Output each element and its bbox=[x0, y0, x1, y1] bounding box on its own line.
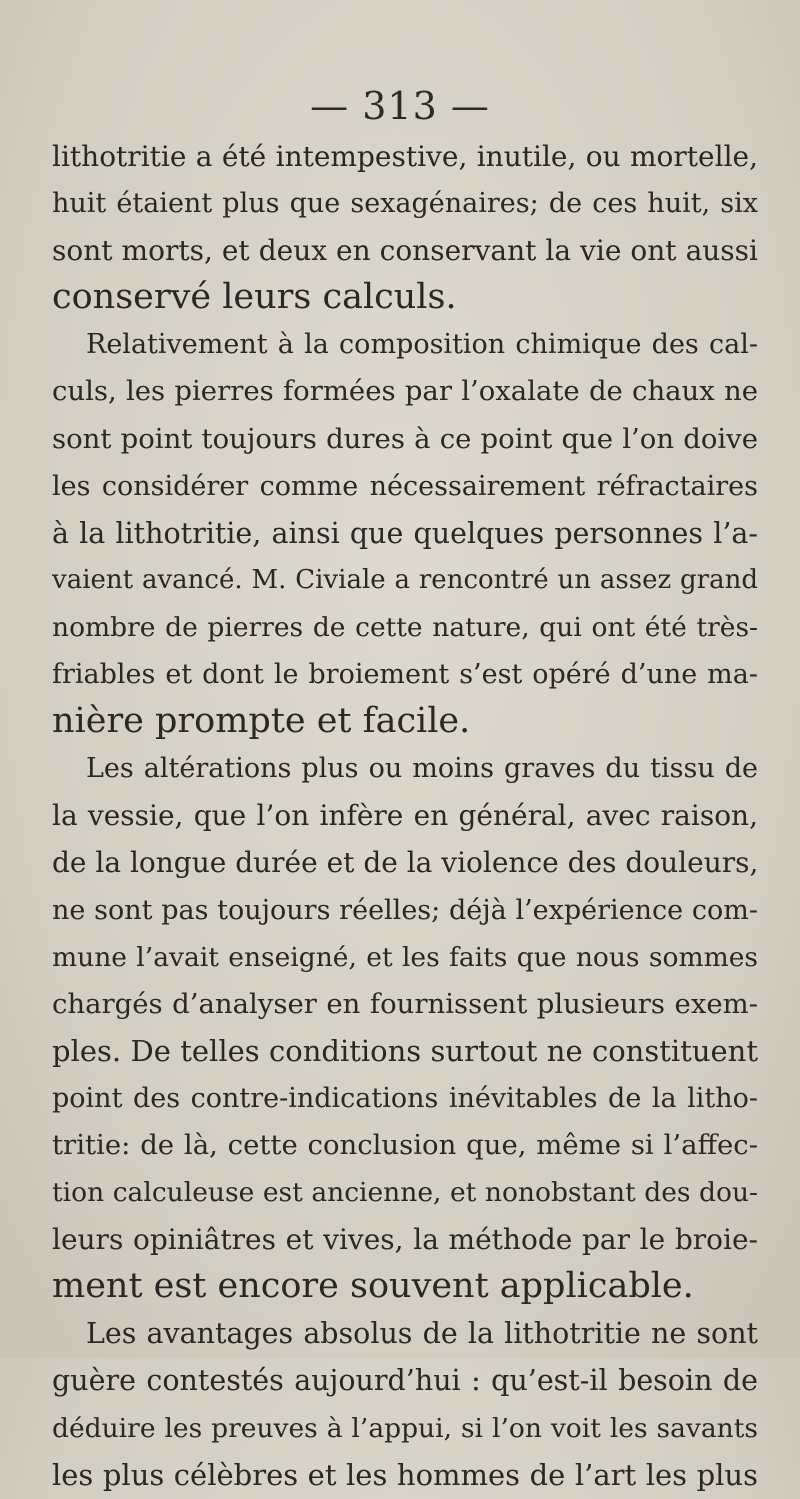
text-line: déduire les preuves à l’appui, si l’on voit les savants bbox=[52, 1412, 758, 1444]
text-line: de la longue durée et de la violence des douleurs, bbox=[52, 846, 758, 880]
page-number: — 313 — bbox=[310, 84, 490, 128]
paragraph-start-line: Les altérations plus ou moins graves du tissu de bbox=[86, 753, 758, 785]
text-line: guère contestés aujourd’hui : qu’est-il besoin de bbox=[52, 1364, 758, 1398]
paragraph-start-line: Les avantages absolus de la lithotritie ne sont bbox=[86, 1317, 758, 1351]
text-line: tion calculeuse est ancienne, et nonobstant des dou- bbox=[52, 1177, 758, 1209]
text-line: sont point toujours dures à ce point que l’on doive bbox=[52, 422, 758, 455]
text-line: friables et dont le broiement s’est opéré d’une ma- bbox=[52, 659, 758, 691]
text-line: ne sont pas toujours réelles; déjà l’expérience com- bbox=[52, 894, 758, 926]
paragraph-start-line: Relativement à la composition chimique des cal- bbox=[86, 329, 758, 361]
text-line: vaient avancé. M. Civiale a rencontré un assez grand bbox=[52, 564, 758, 595]
text-line: chargés d’analyser en fournissent plusieurs exem- bbox=[52, 987, 758, 1020]
text-line: nombre de pierres de cette nature, qui ont été très- bbox=[52, 611, 758, 643]
text-line: point des contre-indications inévitables de la litho- bbox=[52, 1082, 758, 1114]
text-line: huit étaient plus que sexagénaires; de ces huit, six bbox=[52, 188, 758, 220]
text-line: ment est encore souvent applicable. bbox=[52, 1266, 694, 1307]
text-line: nière prompte et facile. bbox=[52, 701, 471, 742]
text-line: les considérer comme nécessairement réfractaires bbox=[52, 470, 758, 502]
text-line: sont morts, et deux en conservant la vie ont aussi bbox=[52, 234, 758, 268]
text-line: la vessie, que l’on infère en général, avec raison, bbox=[52, 799, 758, 833]
text-line: leurs opiniâtres et vives, la méthode par le broie- bbox=[52, 1223, 758, 1257]
text-line: tritie: de là, cette conclusion que, même si l’affec- bbox=[52, 1128, 758, 1161]
text-line: à la lithotritie, ainsi que quelques personnes l’a- bbox=[52, 516, 758, 550]
text-line: culs, les pierres formées par l’oxalate de chaux ne bbox=[52, 375, 758, 408]
body-text bbox=[52, 133, 758, 1499]
text-line: les plus célèbres et les hommes de l’art les plus bbox=[52, 1457, 758, 1492]
text-line: ples. De telles conditions surtout ne constituent bbox=[52, 1033, 758, 1068]
text-line: mune l’avait enseigné, et les faits que nous sommes bbox=[52, 941, 758, 973]
text-line: lithotritie a été intempestive, inutile, ou mortelle, bbox=[52, 140, 758, 173]
text-line: conservé leurs calculs. bbox=[52, 277, 457, 318]
